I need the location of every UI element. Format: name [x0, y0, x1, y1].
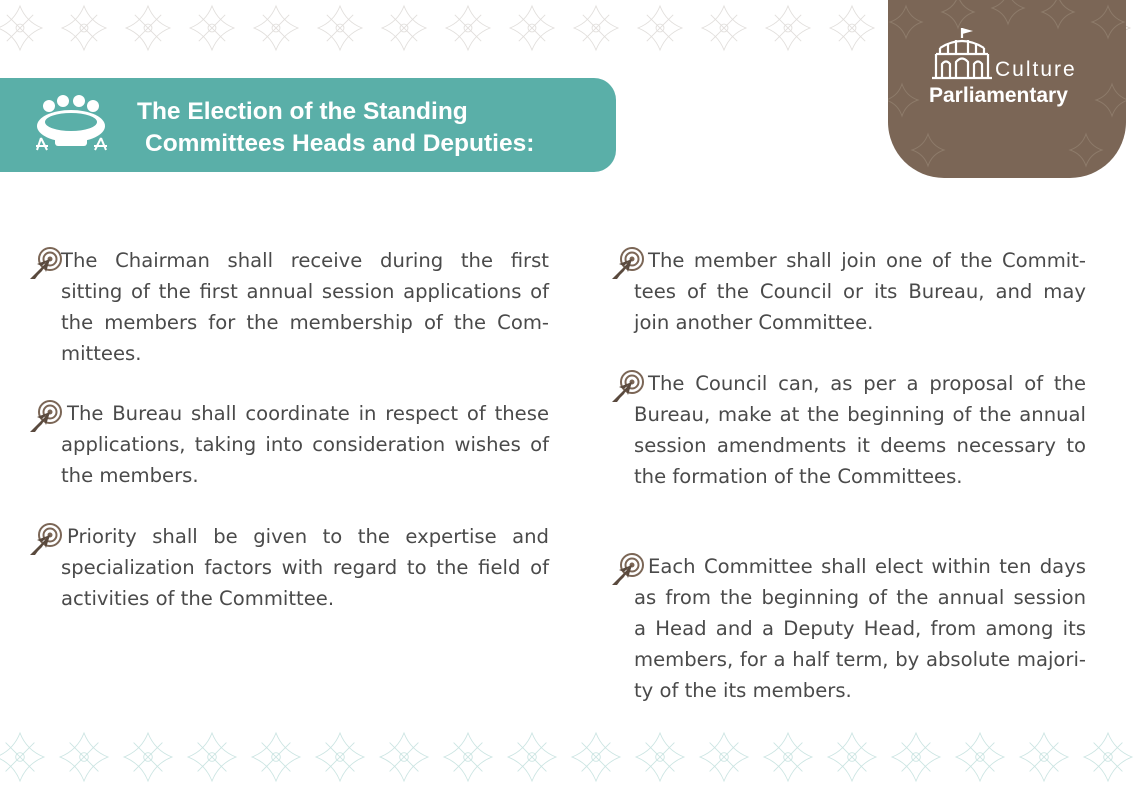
- item-text: [608, 245, 1086, 338]
- page-title-line2: Committees Heads and Deputies:: [145, 130, 535, 157]
- text-line: a Head and a Deputy Head, from among its: [634, 617, 1086, 640]
- item-text: [608, 368, 1086, 492]
- parliament-building-icon: [930, 26, 994, 82]
- text-line: activities of the Committee.: [61, 587, 335, 610]
- text-line: Priority shall be given to the expertise and: [67, 525, 549, 548]
- text-line: The Council can, as per a proposal of the: [648, 372, 1086, 395]
- list-item: [608, 368, 1086, 492]
- text-line: Each Committee shall elect within ten days: [648, 555, 1086, 578]
- item-text: [26, 521, 549, 614]
- meeting-table-icon: [33, 94, 109, 154]
- text-line: members, for a half term, by absolute majori-: [634, 648, 1086, 671]
- cursor-click-icon: [608, 245, 646, 281]
- list-item: [26, 398, 549, 491]
- text-line: The Chairman shall receive during the first: [61, 249, 549, 272]
- text-line: tees of the Council or its Bureau, and may: [634, 280, 1086, 303]
- text-line: the members for the membership of the Com-: [61, 311, 549, 334]
- cursor-click-icon: [26, 245, 64, 281]
- text-line: The Bureau shall coordinate in respect of these: [67, 402, 549, 425]
- list-item: [608, 245, 1086, 338]
- text-line: the formation of the Committees.: [634, 465, 963, 488]
- text-line: mittees.: [61, 342, 142, 365]
- item-text: [608, 551, 1086, 706]
- text-line: session amendments it deems necessary to: [634, 434, 1086, 457]
- text-line: Bureau, make at the beginning of the annual: [634, 403, 1086, 426]
- page-title-line1: The Election of the Standing: [137, 98, 468, 125]
- item-text: [26, 245, 549, 276]
- text-line: specialization factors with regard to the field of: [61, 556, 549, 579]
- text-line: as from the beginning of the annual session: [634, 586, 1086, 609]
- list-item: [26, 521, 549, 614]
- title-banner: [0, 78, 616, 172]
- culture-parliamentary-badge: [888, 0, 1126, 178]
- floral-pattern: [0, 727, 1146, 783]
- item-text: [26, 398, 549, 491]
- text-line: the members.: [61, 464, 199, 487]
- text-line: applications, taking into consideration wishes of: [61, 433, 549, 456]
- text-line: ty of the its members.: [634, 679, 852, 702]
- cursor-click-icon: [608, 368, 646, 404]
- list-item: [26, 245, 549, 369]
- bottom-pattern-band: [0, 727, 1146, 783]
- cursor-click-icon: [608, 551, 646, 587]
- cursor-click-icon: [26, 521, 64, 557]
- page-title: [137, 96, 534, 160]
- badge-word-culture: Culture: [995, 58, 1077, 81]
- text-line: The member shall join one of the Commit-: [648, 249, 1086, 272]
- badge-word-parliamentary: Parliamentary: [929, 84, 1068, 107]
- item-text-cont: [26, 276, 549, 369]
- text-line: sitting of the first annual session applications of: [61, 280, 549, 303]
- cursor-click-icon: [26, 398, 64, 434]
- list-item: [608, 551, 1086, 706]
- text-line: join another Committee.: [634, 311, 874, 334]
